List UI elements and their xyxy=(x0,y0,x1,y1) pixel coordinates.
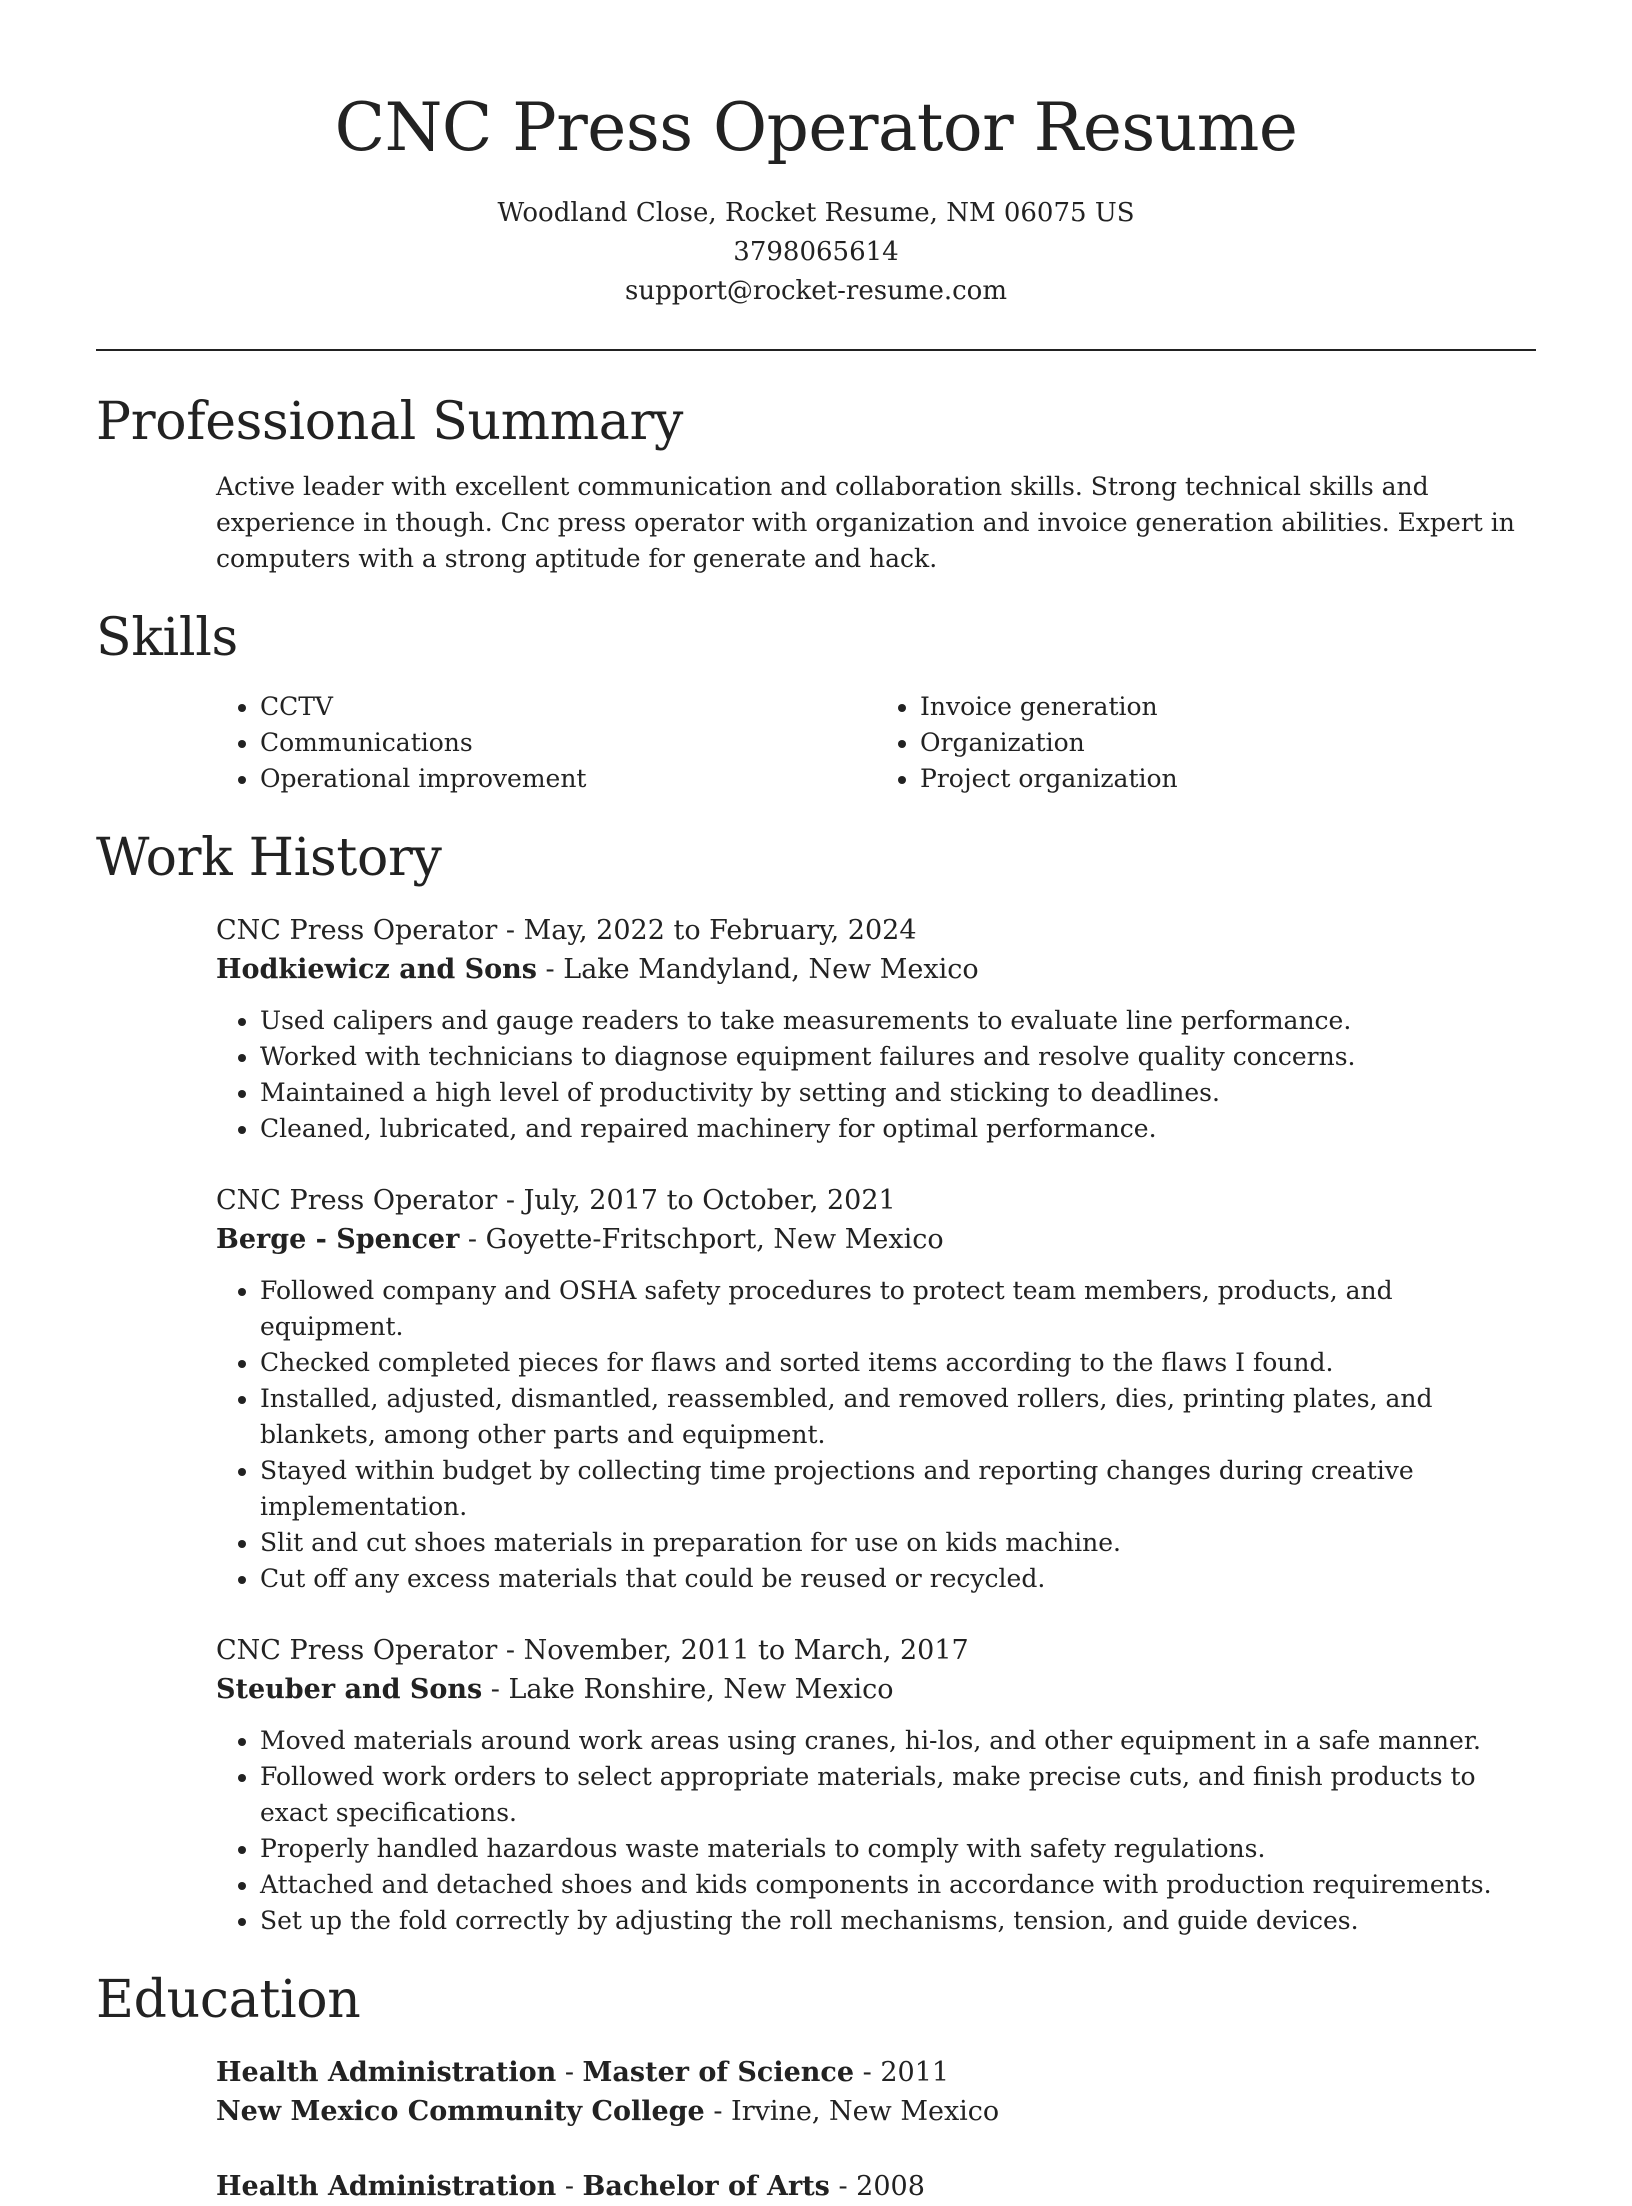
job-company: Steuber and Sons xyxy=(216,1674,483,1705)
summary-heading: Professional Summary xyxy=(96,392,684,452)
skills-list-right xyxy=(876,689,1536,797)
work-history-heading: Work History xyxy=(96,828,442,888)
education-section xyxy=(96,1965,1536,2206)
skills-columns xyxy=(216,689,1536,797)
education-year: 2011 xyxy=(880,2057,950,2088)
contact-email: support@rocket-resume.com xyxy=(624,276,1007,306)
job-location: Lake Mandyland, New Mexico xyxy=(563,954,979,985)
education-entry xyxy=(216,2167,1536,2206)
skills-list-left xyxy=(216,689,876,797)
job-bullet: • Installed, adjusted, dismantled, reassembled, and removed rollers, dies, printing plates, and blankets, among other parts and equipment. xyxy=(260,1381,1536,1453)
job-bullet: • Maintained a high level of productivity by setting and sticking to deadlines. xyxy=(260,1075,1536,1111)
skill-item: • Organization xyxy=(920,725,1536,761)
job-bullets xyxy=(216,1723,1536,1939)
education-year: 2008 xyxy=(856,2171,925,2202)
job-title-line: CNC Press Operator - May, 2022 to February, 2024 xyxy=(216,915,917,946)
education-degree: Master of Science xyxy=(582,2057,855,2088)
job-bullet: • Checked completed pieces for flaws and sorted items according to the flaws I found. xyxy=(260,1345,1536,1381)
job-company-line: Berge - Spencer - Goyette-Fritschport, New Mexico xyxy=(216,1224,944,1255)
job-title-line: CNC Press Operator - November, 2011 to March, 2017 xyxy=(216,1635,969,1666)
skill-item: • Communications xyxy=(260,725,876,761)
resume-title: CNC Press Operator Resume xyxy=(334,89,1298,166)
job-title: CNC Press Operator xyxy=(216,915,498,946)
job-title: CNC Press Operator xyxy=(216,1185,498,1216)
education-school: New Mexico Community College xyxy=(216,2096,705,2127)
job-bullet: • Cut off any excess materials that could be reused or recycled. xyxy=(260,1561,1536,1597)
job-bullet: • Followed company and OSHA safety procedures to protect team members, products, and equipment. xyxy=(260,1273,1536,1345)
skill-item: • CCTV xyxy=(260,689,876,725)
job-entry xyxy=(216,1181,1536,1597)
skill-item: • Project organization xyxy=(920,761,1536,797)
contact-phone: 3798065614 xyxy=(733,237,899,267)
job-company-line: Hodkiewicz and Sons - Lake Mandyland, New Mexico xyxy=(216,954,979,985)
job-location: Lake Ronshire, New Mexico xyxy=(508,1674,894,1705)
contact-info xyxy=(96,194,1536,311)
contact-address: Woodland Close, Rocket Resume, NM 06075 US xyxy=(497,198,1135,228)
education-school-line: New Mexico Community College - Irvine, New Mexico xyxy=(216,2096,1000,2127)
job-bullet: • Followed work orders to select appropriate materials, make precise cuts, and finish products to exact specifications. xyxy=(260,1759,1536,1831)
job-bullet: • Stayed within budget by collecting time projections and reporting changes during creative implementation. xyxy=(260,1453,1536,1525)
job-location: Goyette-Fritschport, New Mexico xyxy=(485,1224,944,1255)
job-dates: July, 2017 to October, 2021 xyxy=(523,1185,896,1216)
education-field: Health Administration xyxy=(216,2057,557,2088)
education-heading: Education xyxy=(96,1970,361,2030)
education-location: Irvine, New Mexico xyxy=(731,2096,1000,2127)
job-bullet: • Worked with technicians to diagnose equipment failures and resolve quality concerns. xyxy=(260,1039,1536,1075)
summary-section xyxy=(96,387,1536,577)
work-history-section xyxy=(96,823,1536,1939)
job-bullets xyxy=(216,1273,1536,1597)
education-entry xyxy=(216,2053,1536,2131)
education-degree-line: Health Administration - Bachelor of Arts - 2008 xyxy=(216,2171,925,2202)
education-degree-line: Health Administration - Master of Science - 2011 xyxy=(216,2057,950,2088)
skill-item: • Invoice generation xyxy=(920,689,1536,725)
job-company-line: Steuber and Sons - Lake Ronshire, New Mexico xyxy=(216,1674,894,1705)
job-bullet: • Moved materials around work areas using cranes, hi-los, and other equipment in a safe manner. xyxy=(260,1723,1536,1759)
job-bullet: • Cleaned, lubricated, and repaired machinery for optimal performance. xyxy=(260,1111,1536,1147)
job-company: Hodkiewicz and Sons xyxy=(216,954,537,985)
job-bullet: • Attached and detached shoes and kids components in accordance with production requirements. xyxy=(260,1867,1536,1903)
job-entry xyxy=(216,1631,1536,1939)
job-company: Berge - Spencer xyxy=(216,1224,460,1255)
education-field: Health Administration xyxy=(216,2171,557,2202)
job-bullet: • Properly handled hazardous waste materials to comply with safety regulations. xyxy=(260,1831,1536,1867)
resume-header xyxy=(96,0,1536,311)
education-degree: Bachelor of Arts xyxy=(582,2171,830,2202)
header-divider xyxy=(96,349,1536,351)
skills-heading: Skills xyxy=(96,608,238,668)
job-title-line: CNC Press Operator - July, 2017 to October, 2021 xyxy=(216,1185,896,1216)
job-bullet: • Slit and cut shoes materials in preparation for use on kids machine. xyxy=(260,1525,1536,1561)
job-title: CNC Press Operator xyxy=(216,1635,498,1666)
job-dates: November, 2011 to March, 2017 xyxy=(523,1635,969,1666)
job-bullets xyxy=(216,1003,1536,1147)
summary-text: Active leader with excellent communication and collaboration skills. Strong technical skills and experience in though. Cnc press operator with organization and invoice generation abilities. Expert in computers with a strong aptitude for generate and hack. xyxy=(216,472,1515,573)
skill-item: • Operational improvement xyxy=(260,761,876,797)
job-bullet: • Used calipers and gauge readers to take measurements to evaluate line performance. xyxy=(260,1003,1536,1039)
job-entry xyxy=(216,911,1536,1147)
job-dates: May, 2022 to February, 2024 xyxy=(523,915,917,946)
skills-section xyxy=(96,603,1536,797)
job-bullet: • Set up the fold correctly by adjusting the roll mechanisms, tension, and guide devices. xyxy=(260,1903,1536,1939)
